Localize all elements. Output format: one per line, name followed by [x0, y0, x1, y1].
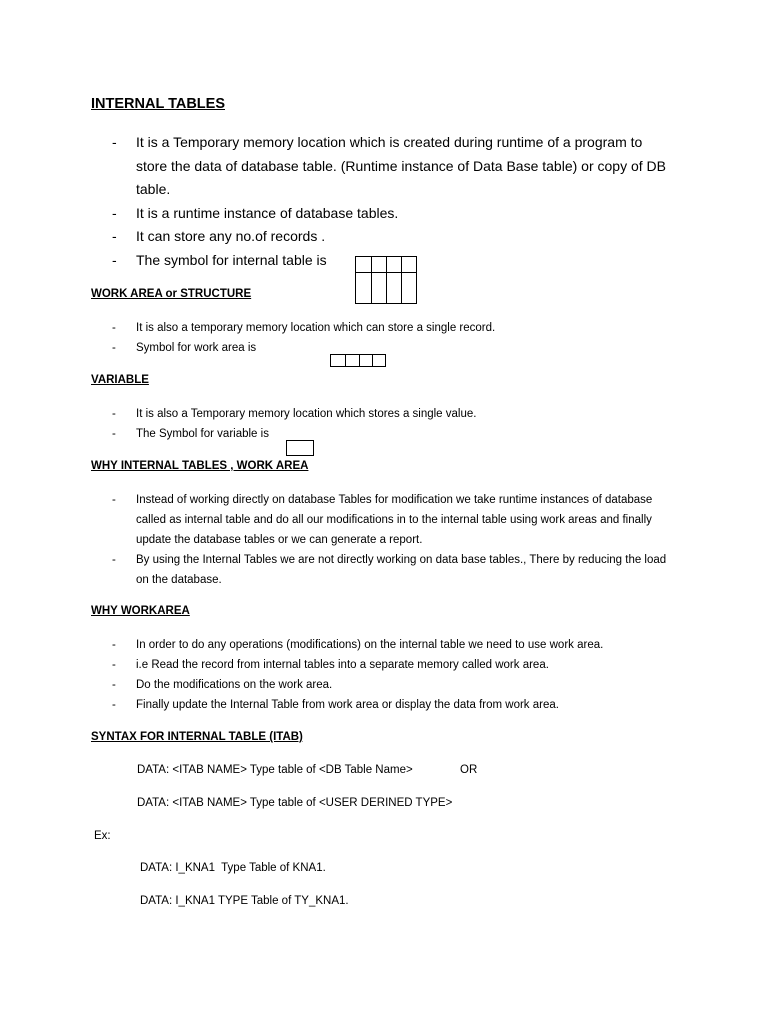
page-title: INTERNAL TABLES [91, 96, 225, 112]
variable-heading: VARIABLE [91, 374, 149, 386]
example-label: Ex: [94, 830, 111, 842]
example-line-2: DATA: I_KNA1 TYPE Table of TY_KNA1. [140, 895, 349, 907]
internal-table-symbol [355, 256, 417, 304]
list-item: - i.e Read the record from internal tables into a separate memory called work area. [112, 655, 682, 675]
work-area-symbol [330, 354, 386, 367]
example-line-1: DATA: I_KNA1 Type Table of KNA1. [140, 862, 326, 874]
list-item: - By using the Internal Tables we are not directly working on data base tables., There by reducing the load on the database. [112, 550, 672, 590]
list-item: - It is a runtime instance of database tables. [112, 202, 672, 226]
work-area-heading: WORK AREA or STRUCTURE [91, 288, 252, 300]
why-workarea-bullet-list [112, 635, 682, 715]
why-workarea-heading: WHY WORKAREA [91, 605, 190, 617]
list-item: - Finally update the Internal Table from work area or display the data from work area. [112, 695, 682, 715]
list-item: - The Symbol for variable is [112, 424, 682, 444]
syntax-or-label: OR [460, 764, 478, 776]
work-area-bullet-list [112, 318, 682, 358]
intro-bullet-list [112, 131, 672, 272]
list-item: - It is also a Temporary memory location which stores a single value. [112, 404, 682, 424]
list-item: - It is also a temporary memory location which can store a single record. [112, 318, 682, 338]
list-item: - Symbol for work area is [112, 338, 682, 358]
list-item: - It can store any no.of records . [112, 225, 672, 249]
list-item: - Instead of working directly on database Tables for modification we take runtime instances of database called as internal table and do all our modifications in to the internal table using work areas and finally update the database tables or we can generate a report. [112, 490, 672, 550]
variable-symbol [286, 440, 314, 456]
list-item: - The symbol for internal table is [112, 249, 672, 273]
list-item: - Do the modifications on the work area. [112, 675, 682, 695]
why-itab-wa-bullet-list [112, 490, 672, 590]
syntax-line-2: DATA: <ITAB NAME> Type table of <USER DERINED TYPE> [137, 797, 453, 809]
list-item: - In order to do any operations (modifications) on the internal table we need to use work area. [112, 635, 682, 655]
syntax-heading: SYNTAX FOR INTERNAL TABLE (ITAB) [91, 731, 303, 743]
variable-bullet-list [112, 404, 682, 444]
why-itab-wa-heading: WHY INTERNAL TABLES , WORK AREA [91, 460, 309, 472]
syntax-line-1: DATA: <ITAB NAME> Type table of <DB Table Name> [137, 764, 413, 776]
list-item: - It is a Temporary memory location which is created during runtime of a program to store the data of database table. (Runtime instance of Data Base table) or copy of DB table. [112, 131, 672, 202]
